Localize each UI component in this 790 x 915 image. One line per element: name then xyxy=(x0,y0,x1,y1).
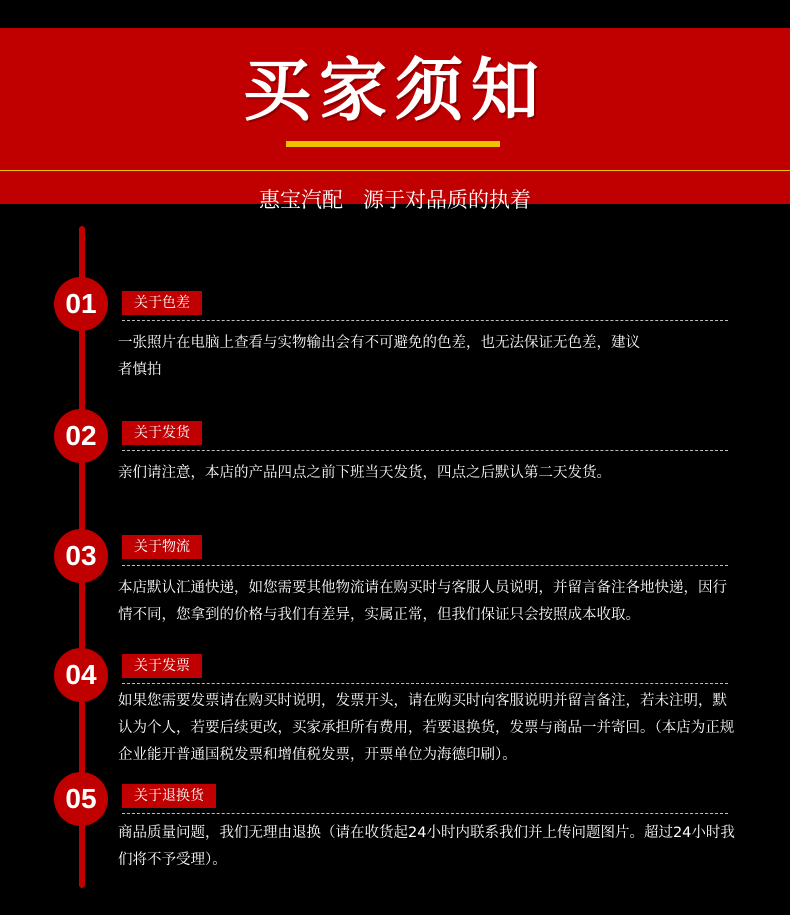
section-number-badge: 02 xyxy=(54,409,108,463)
section-body: 商品质量问题，我们无理由退换（请在收货起24小时内联系我们并上传问题图片。超过24小时我们将不予受理）。 xyxy=(118,825,735,868)
section-label: 关于发货 xyxy=(122,421,202,445)
title-underline xyxy=(286,141,500,147)
dashed-divider xyxy=(122,813,728,814)
dashed-divider xyxy=(122,320,728,321)
section-number-badge: 01 xyxy=(54,277,108,331)
section-label: 关于色差 xyxy=(122,291,202,315)
section-body: 本店默认汇通快递，如您需要其他物流请在购买时与客服人员说明，并留言备注各地快递，因行情不同，您拿到的价格与我们有差异，实属正常，但我们保证只会按照成本收取。 xyxy=(118,580,727,623)
dashed-divider xyxy=(122,683,728,684)
section-number-badge: 05 xyxy=(54,772,108,826)
section-label: 关于物流 xyxy=(122,535,202,559)
dashed-divider xyxy=(122,450,728,451)
section-label: 关于退换货 xyxy=(122,784,216,808)
section-body: 亲们请注意，本店的产品四点之前下班当天发货，四点之后默认第二天发货。 xyxy=(118,465,611,481)
section-body: 如果您需要发票请在购买时说明，发票开头，请在购买时向客服说明并留言备注，若未注明，默认为个人，若要后续更改，买家承担所有费用，若要退换货，发票与商品一并寄回。（本店为正规企业能开普通国税发票和增值税发票，开票单位为海德印刷）。 xyxy=(118,693,735,763)
dashed-divider xyxy=(122,565,728,566)
section-number-badge: 04 xyxy=(54,648,108,702)
page-title: 买家须知 xyxy=(242,52,547,131)
section-body: 一张照片在电脑上查看与实物输出会有不可避免的色差，也无法保证无色差，建议者慎拍 xyxy=(118,335,640,378)
header-banner xyxy=(0,28,790,212)
brand-slogan: 惠宝汽配 源于对品质的执着 xyxy=(258,188,532,212)
section-label: 关于发票 xyxy=(122,654,202,678)
banner-divider xyxy=(0,170,790,171)
section-number-badge: 03 xyxy=(54,529,108,583)
